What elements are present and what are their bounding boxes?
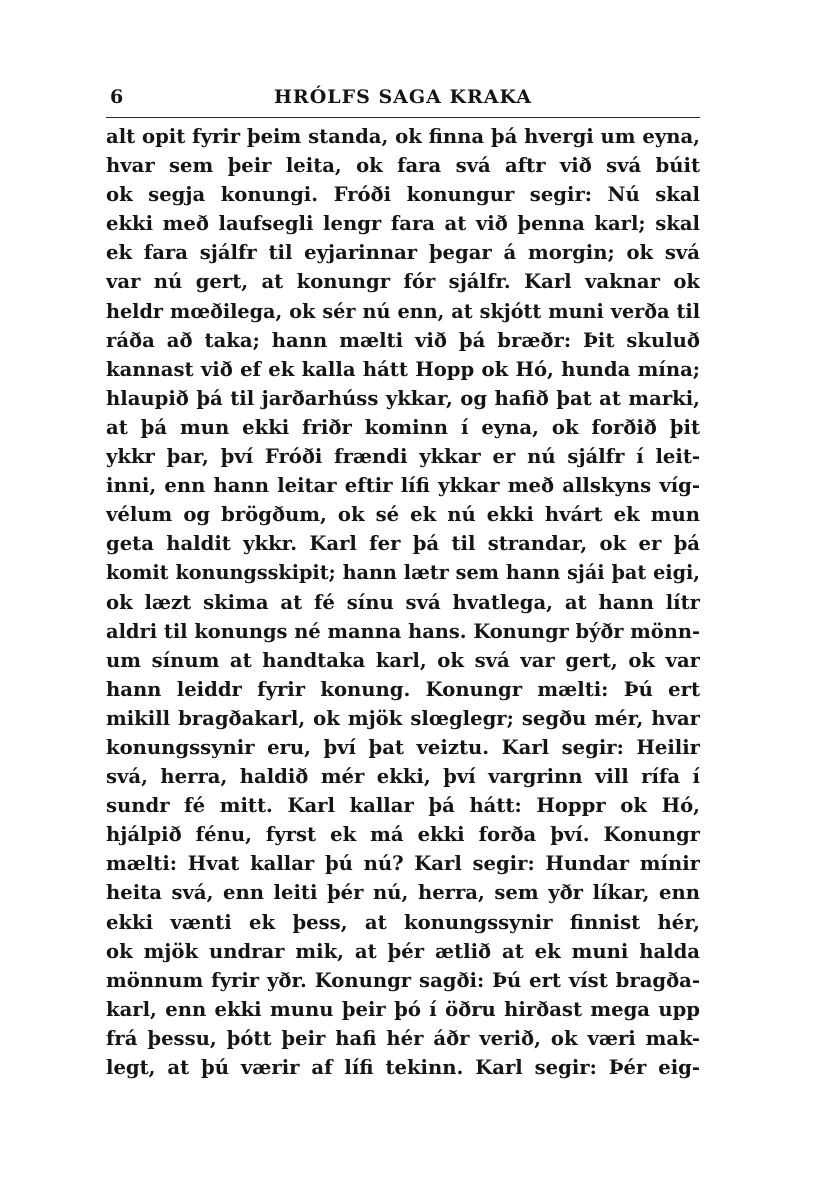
- text-line: hjálpið fénu, fyrst ek má ekki forða því. Konungr: [106, 823, 700, 847]
- text-line: geta haldit ykkr. Karl fer þá til strandar, ok er þá: [106, 532, 700, 556]
- text-line: konungssynir eru, því þat veiztu. Karl segir: Heilir: [106, 735, 700, 759]
- text-line: ok læzt skima at fé sínu svá hvatlega, at hann lítr: [106, 590, 700, 614]
- text-line: svá, herra, haldið mér ekki, því vargrinn vill rífa í: [106, 765, 700, 789]
- text-line: mönnum fyrir yðr. Konungr sagði: Þú ert víst bragða-: [106, 968, 700, 992]
- text-line: sundr fé mitt. Karl kallar þá hátt: Hoppr ok Hó,: [106, 794, 700, 818]
- header-rule: [106, 117, 700, 118]
- text-line: ykkr þar, því Fróði frændi ykkar er nú sjálfr í leit-: [106, 445, 700, 469]
- text-line: um sínum at handtaka karl, ok svá var gert, ok var: [106, 648, 700, 672]
- text-line: vélum og brögðum, ok sé ek nú ekki hvárt ek mun: [106, 503, 700, 527]
- text-line: frá þessu, þótt þeir hafi hér áðr verið, ok væri mak-: [106, 1026, 700, 1050]
- text-line: ok mjök undrar mik, at þér ætlið at ek muni halda: [106, 939, 700, 963]
- text-line: aldri til konungs né manna hans. Konungr býðr mönn-: [106, 619, 700, 643]
- text-line: ok segja konungi. Fróði konungur segir: Nú skal: [106, 183, 700, 207]
- text-line: mælti: Hvat kallar þú nú? Karl segir: Hundar mínir: [106, 852, 700, 876]
- text-line: hann leiddr fyrir konung. Konungr mælti: Þú ert: [106, 677, 700, 701]
- text-line: karl, enn ekki munu þeir þó í öðru hirðast mega upp: [106, 997, 700, 1021]
- text-line: var nú gert, at konungr fór sjálfr. Karl vaknar ok: [106, 270, 700, 294]
- text-line: komit konungsskipit; hann lætr sem hann sjái þat eigi,: [106, 561, 700, 585]
- running-title: HRÓLFS SAGA KRAKA: [273, 86, 533, 108]
- text-line: hvar sem þeir leita, ok fara svá aftr við svá búit: [106, 154, 700, 178]
- text-line: inni, enn hann leitar eftir lífi ykkar með allskyns víg-: [106, 474, 700, 498]
- text-line: alt opit fyrir þeim standa, ok finna þá hvergi um eyna,: [106, 125, 700, 148]
- text-line: ek fara sjálfr til eyjarinnar þegar á morgin; ok svá: [106, 241, 700, 265]
- text-line: kannast við ef ek kalla hátt Hopp ok Hó, hunda mína;: [106, 357, 700, 381]
- text-line: ekki með laufsegli lengr fara at við þenna karl; skal: [106, 212, 700, 236]
- text-line: heita svá, enn leiti þér nú, herra, sem yðr líkar, enn: [106, 881, 700, 905]
- text-line: at þá mun ekki friðr kominn í eyna, ok forðið þit: [106, 415, 700, 439]
- text-line: heldr mœðilega, ok sér nú enn, at skjótt muni verða til: [106, 299, 700, 323]
- body-text: [106, 122, 700, 1082]
- text-line: legt, at þú værir af lífi tekinn. Karl segir: Þér eig-: [106, 1056, 700, 1079]
- text-line: mikill bragðakarl, ok mjök slœglegr; segðu mér, hvar: [106, 706, 700, 730]
- text-line: hlaupið þá til jarðarhúss ykkar, og hafið þat at marki,: [106, 386, 700, 410]
- page-number: 6: [110, 86, 124, 108]
- text-line: ekki vænti ek þess, at konungssynir finnist hér,: [106, 910, 700, 934]
- running-head: [106, 83, 700, 113]
- text-line: ráða að taka; hann mælti við þá bræðr: Þit skuluð: [106, 328, 700, 352]
